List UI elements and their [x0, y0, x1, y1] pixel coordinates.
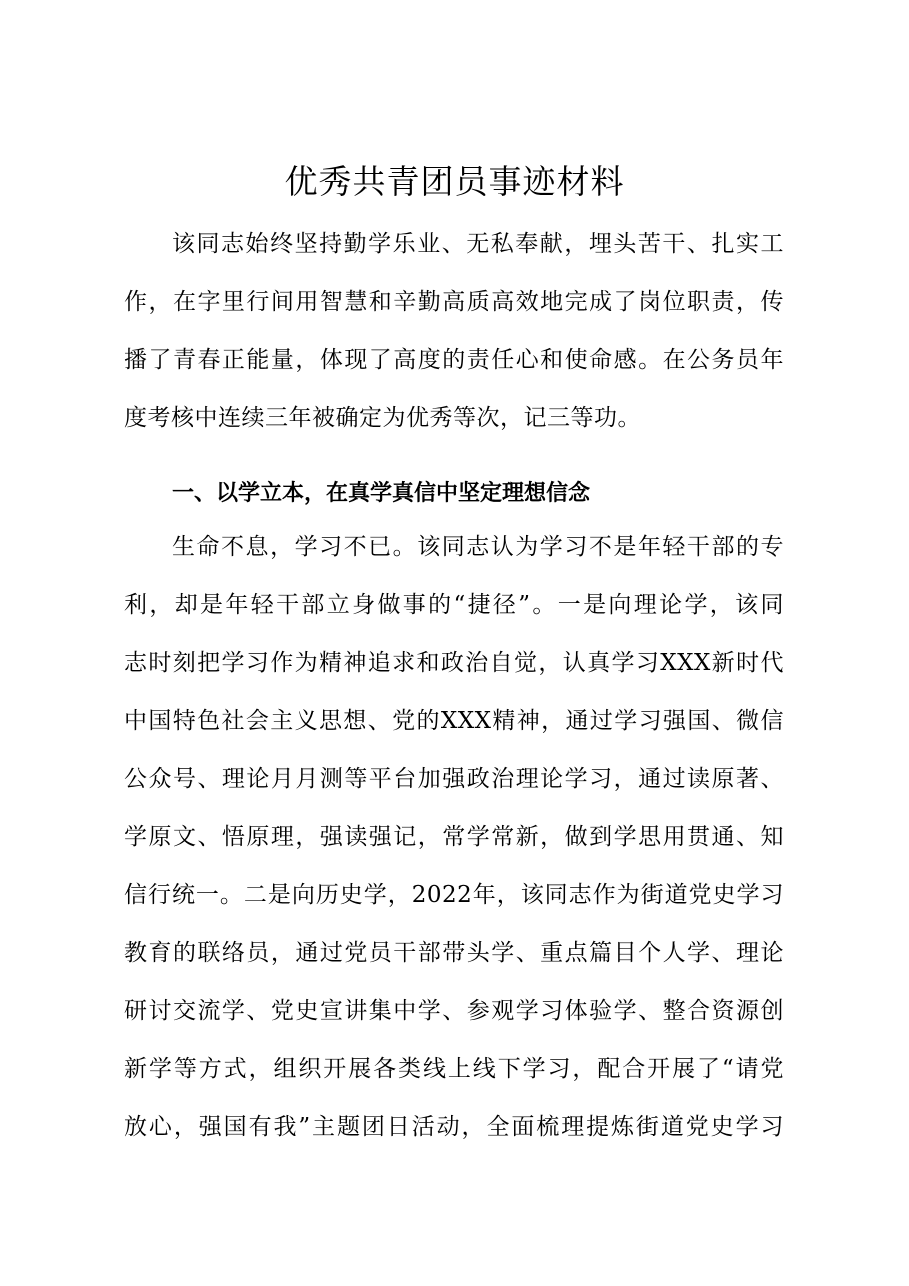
paragraph-line: 中国特色社会主义思想、党的XXX精神，通过学习强国、微信 [124, 708, 784, 734]
paragraph-line: 志时刻把学习作为精神追求和政治自觉，认真学习XXX新时代 [124, 650, 784, 676]
paragraph-study [124, 518, 784, 1156]
paragraph-line: 研讨交流学、党史宣讲集中学、参观学习体验学、整合资源创 [124, 998, 784, 1024]
paragraph-line: 生命不息，学习不已。该同志认为学习不是年轻干部的专 [172, 534, 784, 560]
paragraph-line: 度考核中连续三年被确定为优秀等次，记三等功。 [124, 405, 641, 431]
paragraph-line: 播了青春正能量，体现了高度的责任心和使命感。在公务员年 [124, 347, 784, 373]
paragraph-line: 公众号、理论月月测等平台加强政治理论学习，通过读原著、 [124, 766, 784, 792]
paragraph-intro [124, 215, 784, 447]
paragraph-line: 新学等方式，组织开展各类线上线下学习，配合开展了“请党 [124, 1056, 784, 1082]
paragraph-line: 利，却是年轻干部立身做事的“捷径”。一是向理论学，该同 [124, 592, 784, 618]
paragraph-line: 放心，强国有我”主题团日活动，全面梳理提炼街道党史学习 [124, 1114, 784, 1140]
paragraph-line: 学原文、悟原理，强读强记，常学常新，做到学思用贯通、知 [124, 824, 784, 850]
paragraph-line: 信行统一。二是向历史学，2022年，该同志作为街道党史学习 [124, 882, 784, 908]
paragraph-line: 作，在字里行间用智慧和辛勤高质高效地完成了岗位职责，传 [124, 289, 784, 315]
section-heading: 一、以学立本，在真学真信中坚定理想信念 [172, 481, 591, 506]
paragraph-line: 该同志始终坚持勤学乐业、无私奉献，埋头苦干、扎实工 [172, 231, 784, 257]
paragraph-line: 教育的联络员，通过党员干部带头学、重点篇目个人学、理论 [124, 940, 784, 966]
document-title: 优秀共青团员事迹材料 [284, 162, 625, 201]
